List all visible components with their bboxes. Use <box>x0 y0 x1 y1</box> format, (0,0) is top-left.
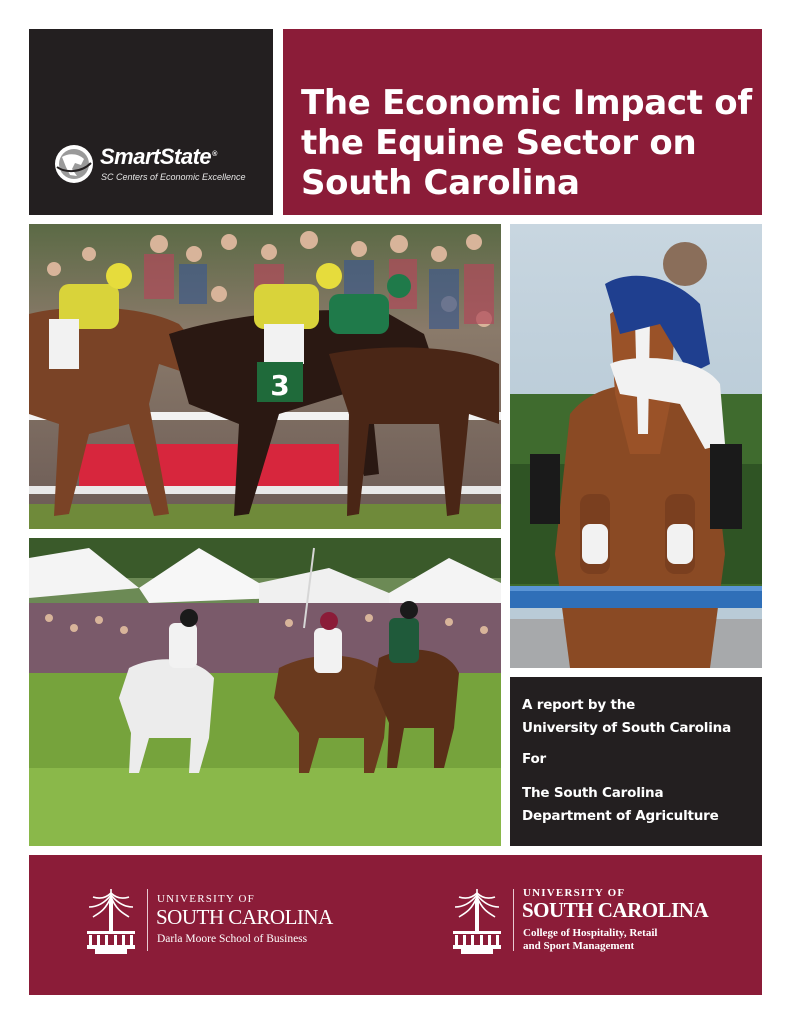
usc-name: SOUTH CAROLINA <box>156 905 333 929</box>
logo-divider <box>147 889 148 951</box>
usc-college-name-line2: and Sport Management <box>523 940 635 952</box>
palmetto-tree-icon <box>83 885 139 955</box>
usc-college-name <box>523 927 657 953</box>
steeplechase-racing-photo <box>29 224 501 529</box>
smartstate-logo-panel <box>29 29 273 215</box>
saddle-cloth-number: 3 <box>270 369 290 402</box>
usc-name: SOUTH CAROLINA <box>522 898 709 922</box>
report-credits-panel <box>510 677 762 846</box>
smartstate-tagline: SC Centers of Economic Excellence <box>101 172 246 182</box>
show-jumping-photo <box>510 224 762 668</box>
globe-icon <box>53 143 95 185</box>
logo-divider <box>513 889 514 951</box>
usc-school-name: Darla Moore School of Business <box>157 933 308 945</box>
report-client-line2: Department of Agriculture <box>522 808 719 824</box>
report-for-label: For <box>522 751 547 767</box>
title-panel <box>283 29 762 215</box>
report-client-line1: The South Carolina <box>522 785 664 801</box>
smartstate-logo <box>53 143 253 191</box>
footer-band <box>29 855 762 995</box>
polo-match-photo <box>29 538 501 846</box>
report-title: The Economic Impact of the Equine Sector on South Carolina <box>301 83 752 203</box>
palmetto-tree-icon <box>449 885 505 955</box>
smartstate-wordmark: SmartState® <box>100 144 217 169</box>
report-by-label: A report by the <box>522 697 636 713</box>
usc-university-of: UNIVERSITY OF <box>157 893 255 905</box>
usc-university-of: UNIVERSITY OF <box>523 887 626 899</box>
usc-college-name-line1: College of Hospitality, Retail <box>523 927 658 939</box>
report-author: University of South Carolina <box>522 720 731 736</box>
